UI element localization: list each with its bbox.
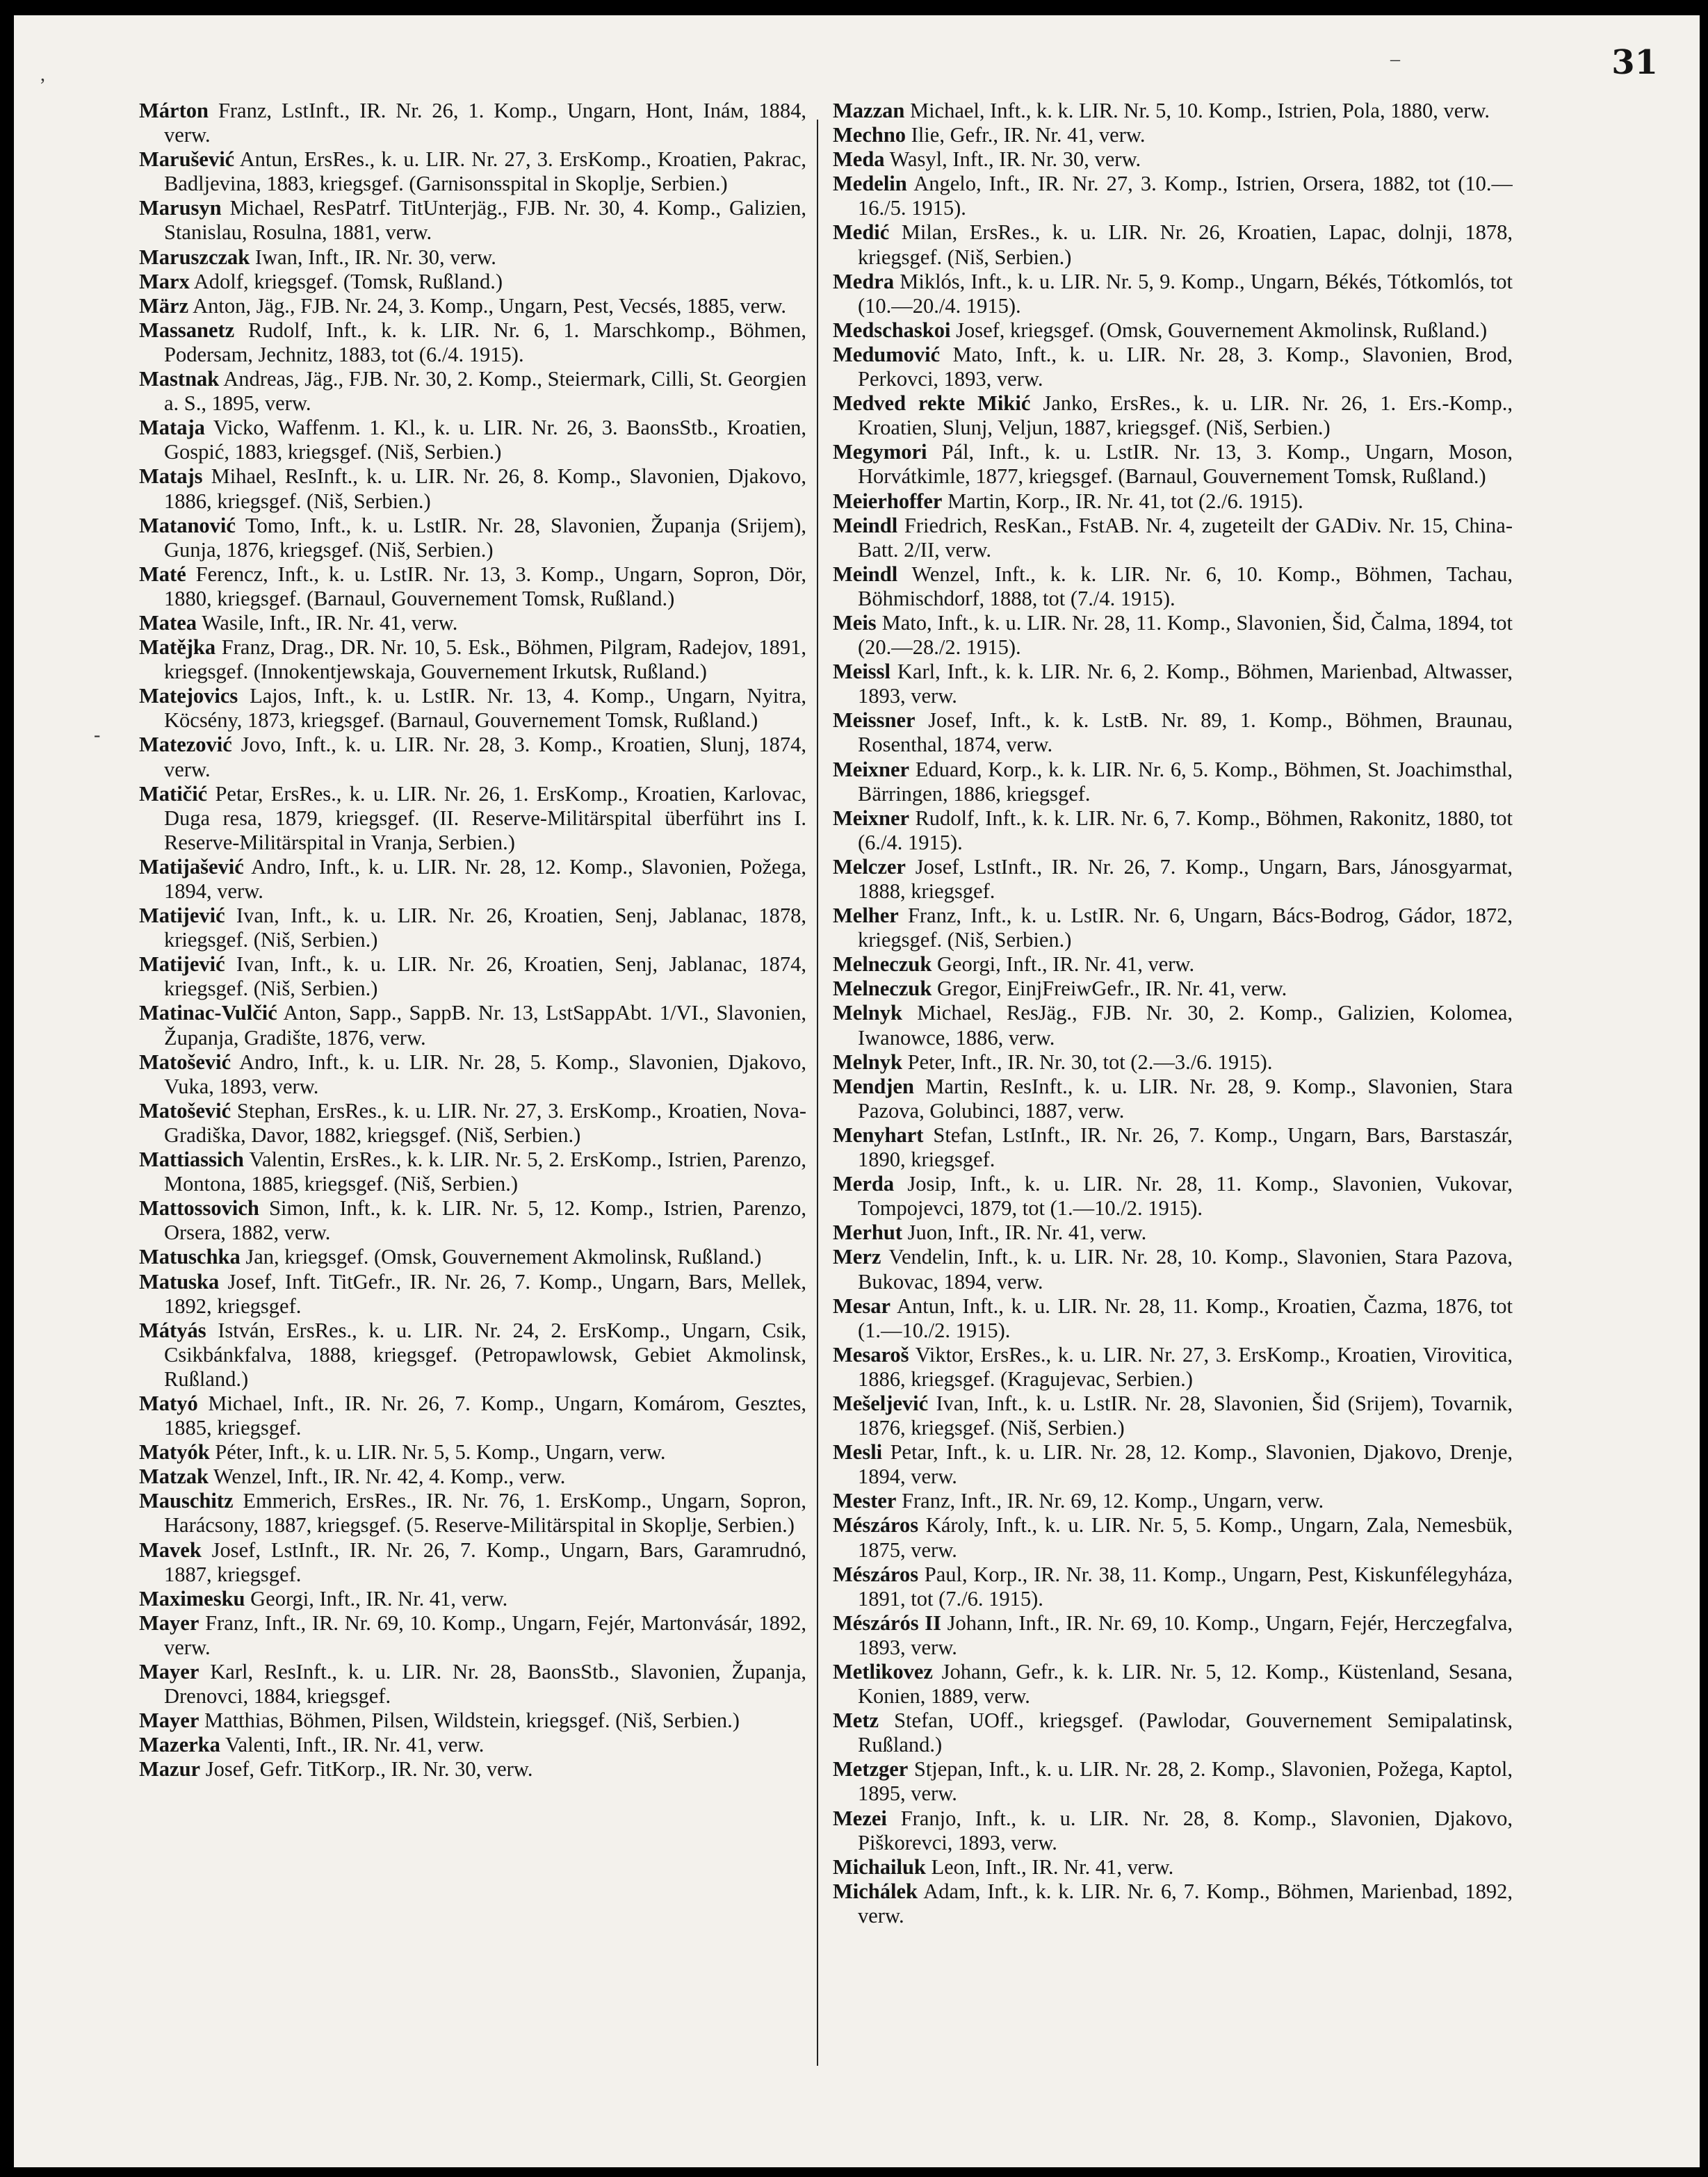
entry-surname: Maruszczak bbox=[139, 245, 250, 269]
entry-surname: Mesar bbox=[833, 1294, 890, 1318]
entry-surname: Matijević bbox=[139, 904, 225, 928]
entry-surname: Massanetz bbox=[139, 318, 235, 342]
entry-details: Andreas, Jäg., FJB. Nr. 30, 2. Komp., Steiermark, Cilli, St. Georgien a. S., 1895, verw. bbox=[164, 367, 806, 416]
entry-details: Adam, Inft., k. k. LIR. Nr. 6, 7. Komp., Böhmen, Marienbad, 1892, verw. bbox=[858, 1879, 1513, 1927]
register-entry bbox=[833, 489, 1513, 514]
entry-surname: Meierhoffer bbox=[833, 489, 943, 513]
entry-surname: Metz bbox=[833, 1709, 879, 1733]
entry-surname: Marx bbox=[139, 269, 190, 293]
register-entry bbox=[833, 1050, 1513, 1075]
register-entry bbox=[139, 318, 806, 367]
entry-surname: Mester bbox=[833, 1489, 897, 1513]
entry-details: Janko, ErsRes., k. u. LIR. Nr. 26, 1. Ers.-Komp., Kroatien, Slunj, Veljun, 1887, kriegsgef. (Niš, Serbien.) bbox=[858, 391, 1513, 440]
entry-details: Viktor, ErsRes., k. u. LIR. Nr. 27, 3. ErsKomp., Kroatien, Virovitica, 1886, kriegsgef. (Kragujevac, Serbien.) bbox=[858, 1342, 1513, 1391]
register-entry bbox=[139, 1660, 806, 1709]
entry-details: Martin, Korp., IR. Nr. 41, tot (2./6. 1915). bbox=[947, 489, 1303, 513]
entry-surname: Mauschitz bbox=[139, 1489, 234, 1513]
register-entry bbox=[139, 1757, 806, 1781]
register-entry bbox=[139, 196, 806, 245]
left-column bbox=[139, 99, 806, 2101]
entry-details: Mato, Inft., k. u. LIR. Nr. 28, 3. Komp., Slavonien, Brod, Perkovci, 1893, verw. bbox=[858, 342, 1513, 391]
entry-surname: Metzger bbox=[833, 1757, 909, 1781]
entry-details: Stephan, ErsRes., k. u. LIR. Nr. 27, 3. ErsKomp., Kroatien, Nova-Gradiška, Davor, 1882, kriegsgef. (Niš, Serbien.) bbox=[164, 1098, 806, 1147]
register-entry bbox=[139, 1270, 806, 1319]
register-entry bbox=[833, 562, 1513, 611]
entry-details: Franz, Inft., IR. Nr. 69, 10. Komp., Ungarn, Fejér, Martonvásár, 1892, verw. bbox=[164, 1611, 806, 1659]
entry-details: Paul, Korp., IR. Nr. 38, 11. Komp., Ungarn, Pest, Kiskunfélegyháza, 1891, tot (7./6. 1915). bbox=[858, 1562, 1513, 1611]
register-entry bbox=[833, 1660, 1513, 1709]
entry-details: Iwan, Inft., IR. Nr. 30, verw. bbox=[254, 245, 496, 269]
entry-details: Ferencz, Inft., k. u. LstIR. Nr. 13, 3. Komp., Ungarn, Sopron, Dör, 1880, kriegsgef. (Barnaul, Gouvernement Tomsk, Rußland.) bbox=[164, 562, 806, 610]
entry-surname: Marusyn bbox=[139, 196, 222, 220]
register-entry bbox=[833, 1513, 1513, 1562]
entry-surname: Merda bbox=[833, 1172, 895, 1196]
entry-details: Andro, Inft., k. u. LIR. Nr. 28, 5. Komp., Slavonien, Djakovo, Vuka, 1893, verw. bbox=[164, 1050, 806, 1098]
register-entry bbox=[833, 318, 1513, 343]
entry-details: Michael, Inft., IR. Nr. 26, 7. Komp., Ungarn, Komárom, Gesztes, 1885, kriegsgef. bbox=[164, 1391, 806, 1440]
entry-details: Ilie, Gefr., IR. Nr. 41, verw. bbox=[911, 123, 1146, 147]
entry-surname: Márton bbox=[139, 99, 209, 122]
page bbox=[14, 15, 1700, 2167]
entry-details: Matthias, Böhmen, Pilsen, Wildstein, kriegsgef. (Niš, Serbien.) bbox=[204, 1709, 740, 1733]
entry-surname: Medved rekte Mikić bbox=[833, 391, 1031, 416]
register-entry bbox=[139, 1538, 806, 1587]
register-entry bbox=[833, 1563, 1513, 1611]
entry-surname: Medelin bbox=[833, 172, 907, 196]
entry-surname: Meindl bbox=[833, 513, 898, 537]
register-entry bbox=[139, 367, 806, 416]
margin-mark: - bbox=[94, 724, 101, 746]
register-entry bbox=[833, 270, 1513, 318]
register-entry bbox=[833, 977, 1513, 1001]
entry-details: Johann, Gefr., k. k. LIR. Nr. 5, 12. Komp., Küstenland, Sesana, Konien, 1889, verw. bbox=[858, 1660, 1513, 1709]
register-entry bbox=[833, 806, 1513, 855]
register-entry bbox=[833, 1611, 1513, 1660]
entry-surname: Matyók bbox=[139, 1440, 210, 1465]
register-entry bbox=[833, 1489, 1513, 1513]
entry-surname: Matinac-Vulčić bbox=[139, 1001, 277, 1025]
entry-details: Martin, ResInft., k. u. LIR. Nr. 28, 9. Komp., Slavonien, Stara Pazova, Golubinci, 1887, verw. bbox=[858, 1074, 1513, 1123]
register-entry bbox=[139, 1392, 806, 1440]
entry-details: Stjepan, Inft., k. u. LIR. Nr. 28, 2. Komp., Slavonien, Požega, Kaptol, 1895, verw. bbox=[858, 1757, 1513, 1806]
entry-details: Ivan, Inft., k. u. LIR. Nr. 26, Kroatien, Senj, Jablanac, 1874, kriegsgef. (Niš, Serbien.) bbox=[164, 952, 806, 1001]
entry-surname: Melneczuk bbox=[833, 952, 932, 977]
entry-surname: Mayer bbox=[139, 1709, 200, 1733]
entry-surname: Mešeljević bbox=[833, 1391, 929, 1415]
register-entry bbox=[833, 343, 1513, 391]
register-entry bbox=[139, 952, 806, 1001]
entry-surname: Matičić bbox=[139, 781, 208, 806]
register-entry bbox=[833, 611, 1513, 660]
entry-details: Miklós, Inft., k. u. LIR. Nr. 5, 9. Komp., Ungarn, Békés, Tótkomlós, tot (10.—20./4. 1915). bbox=[858, 269, 1513, 318]
entry-details: Gregor, EinjFreiwGefr., IR. Nr. 41, verw. bbox=[936, 977, 1287, 1001]
entry-details: István, ErsRes., k. u. LIR. Nr. 24, 2. ErsKomp., Ungarn, Csik, Csikbánkfalva, 1888, kriegsgef. (Petropawlowsk, Gebiet Akmolinsk, Rußland.) bbox=[164, 1318, 806, 1391]
register-entry bbox=[833, 660, 1513, 708]
register-entry bbox=[139, 1319, 806, 1392]
entry-surname: Mavek bbox=[139, 1538, 202, 1562]
page-number: 31 bbox=[1611, 43, 1658, 82]
register-entry bbox=[139, 1196, 806, 1245]
entry-details: Anton, Sapp., SappB. Nr. 13, LstSappAbt. 1/VI., Slavonien, Županja, Gradište, 1876, verw. bbox=[164, 1001, 806, 1050]
entry-surname: Meindl bbox=[833, 562, 898, 586]
entry-surname: Matuska bbox=[139, 1269, 220, 1294]
entry-surname: Mattiassich bbox=[139, 1148, 244, 1172]
entry-details: Tomo, Inft., k. u. LstIR. Nr. 28, Slavonien, Županja (Srijem), Gunja, 1876, kriegsgef. (Niš, Serbien.) bbox=[164, 513, 806, 562]
entry-surname: Medić bbox=[833, 220, 890, 245]
register-entry bbox=[139, 1709, 806, 1733]
entry-surname: Merz bbox=[833, 1245, 881, 1269]
entry-surname: Meixner bbox=[833, 757, 910, 781]
entry-details: Wasyl, Inft., IR. Nr. 30, verw. bbox=[889, 147, 1141, 172]
entry-surname: Matajs bbox=[139, 464, 203, 489]
entry-details: Michael, Inft., k. k. LIR. Nr. 5, 10. Komp., Istrien, Pola, 1880, verw. bbox=[909, 99, 1490, 122]
entry-details: Mato, Inft., k. u. LIR. Nr. 28, 11. Komp., Slavonien, Šid, Čalma, 1894, tot (20.—28./2. 1915). bbox=[858, 610, 1513, 660]
entry-surname: Mastnak bbox=[139, 367, 220, 391]
entry-surname: Mesaroš bbox=[833, 1342, 909, 1367]
register-entry bbox=[139, 904, 806, 952]
entry-surname: Melnyk bbox=[833, 1001, 902, 1025]
register-entry bbox=[833, 758, 1513, 806]
entry-details: Georgi, Inft., IR. Nr. 41, verw. bbox=[936, 952, 1195, 977]
margin-mark: , bbox=[40, 64, 45, 85]
entry-surname: Meissner bbox=[833, 708, 916, 733]
register-entry bbox=[139, 270, 806, 294]
column-rule bbox=[817, 120, 818, 2066]
entry-surname: Matea bbox=[139, 610, 197, 635]
entry-surname: Mezei bbox=[833, 1806, 887, 1830]
entry-surname: Menyhart bbox=[833, 1123, 924, 1147]
entry-details: Karl, ResInft., k. u. LIR. Nr. 28, BaonsStb., Slavonien, Županja, Drenovci, 1884, kriegsgef. bbox=[164, 1660, 806, 1709]
entry-surname: Matošević bbox=[139, 1098, 231, 1123]
entry-surname: Maximesku bbox=[139, 1586, 245, 1611]
entry-details: Michael, ResJäg., FJB. Nr. 30, 2. Komp., Galizien, Kolomea, Iwanowce, 1886, verw. bbox=[858, 1001, 1513, 1050]
entry-surname: Meixner bbox=[833, 806, 910, 830]
entry-details: Ivan, Inft., k. u. LIR. Nr. 26, Kroatien, Senj, Jablanac, 1878, kriegsgef. (Niš, Serbien.) bbox=[164, 904, 806, 952]
entry-surname: Merhut bbox=[833, 1221, 902, 1245]
entry-surname: Matejovics bbox=[139, 684, 238, 708]
register-entry bbox=[833, 220, 1513, 269]
register-entry bbox=[139, 1587, 806, 1611]
register-entry bbox=[833, 952, 1513, 977]
entry-details: Franjo, Inft., k. u. LIR. Nr. 28, 8. Komp., Slavonien, Djakovo, Piškorevci, 1893, verw. bbox=[858, 1806, 1513, 1854]
entry-surname: März bbox=[139, 293, 189, 318]
entry-surname: Matezović bbox=[139, 733, 232, 757]
entry-surname: Mayer bbox=[139, 1660, 200, 1683]
register-entry bbox=[833, 904, 1513, 952]
entry-details: Anton, Jäg., FJB. Nr. 24, 3. Komp., Ungarn, Pest, Vecsés, 1885, verw. bbox=[193, 293, 787, 318]
entry-details: Pál, Inft., k. u. LstIR. Nr. 13, 3. Komp., Ungarn, Moson, Horvátkimle, 1877, kriegsgef. (Barnaul, Gouvernement Tomsk, Rußland.) bbox=[858, 440, 1513, 489]
entry-details: Josef, Inft., k. k. LstB. Nr. 89, 1. Komp., Böhmen, Braunau, Rosenthal, 1874, verw. bbox=[858, 708, 1513, 757]
entry-surname: Mészáros bbox=[833, 1562, 919, 1586]
entry-surname: Mészárós II bbox=[833, 1611, 942, 1635]
entry-details: Josef, LstInft., IR. Nr. 26, 7. Komp., Ungarn, Bars, Garamrudnó, 1887, kriegsgef. bbox=[164, 1538, 806, 1586]
entry-surname: Mesli bbox=[833, 1440, 883, 1465]
entry-details: Leon, Inft., IR. Nr. 41, verw. bbox=[931, 1854, 1174, 1879]
register-entry bbox=[139, 99, 806, 147]
register-entry bbox=[833, 1709, 1513, 1757]
entry-details: Antun, ErsRes., k. u. LIR. Nr. 27, 3. ErsKomp., Kroatien, Pakrac, Badljevina, 1883, kriegsgef. (Garnisonsspital in Skoplje, Serbien.) bbox=[164, 147, 806, 196]
entry-details: Valentin, ErsRes., k. k. LIR. Nr. 5, 2. ErsKomp., Istrien, Parenzo, Montona, 1885, kriegsgef. (Niš, Serbien.) bbox=[164, 1148, 806, 1196]
entry-surname: Meis bbox=[833, 610, 877, 635]
entry-details: Georgi, Inft., IR. Nr. 41, verw. bbox=[250, 1586, 508, 1611]
register-entry bbox=[833, 172, 1513, 220]
entry-surname: Michálek bbox=[833, 1879, 918, 1903]
register-entry bbox=[833, 1343, 1513, 1392]
register-entry bbox=[139, 1465, 806, 1489]
entry-details: Simon, Inft., k. k. LIR. Nr. 5, 12. Komp., Istrien, Parenzo, Orsera, 1882, verw. bbox=[164, 1196, 806, 1245]
entry-details: Petar, ErsRes., k. u. LIR. Nr. 26, 1. ErsKomp., Kroatien, Karlovac, Duga resa, 1879, kriegsgef. (II. Reserve-Militärspital überführt ins I. Reserve-Militärspital in Vranja, Serbien.) bbox=[164, 781, 806, 854]
entry-details: Josef, Gefr. TitKorp., IR. Nr. 30, verw. bbox=[205, 1757, 533, 1781]
entry-details: Jovo, Inft., k. u. LIR. Nr. 28, 3. Komp., Kroatien, Slunj, 1874, verw. bbox=[164, 733, 806, 781]
entry-details: Emmerich, ErsRes., IR. Nr. 76, 1. ErsKomp., Ungarn, Sopron, Harácsony, 1887, kriegsgef. (5. Reserve-Militärspital in Skoplje, Serbien.) bbox=[164, 1489, 806, 1538]
register-entry bbox=[833, 1392, 1513, 1440]
entry-surname: Melczer bbox=[833, 854, 906, 879]
entry-surname: Meissl bbox=[833, 660, 891, 684]
entry-details: Michael, ResPatrf. TitUnterjäg., FJB. Nr. 30, 4. Komp., Galizien, Stanislau, Rosulna, 1881, verw. bbox=[164, 196, 806, 245]
register-entry bbox=[139, 245, 806, 270]
entry-details: Péter, Inft., k. u. LIR. Nr. 5, 5. Komp., Ungarn, verw. bbox=[215, 1440, 666, 1465]
entry-details: Andro, Inft., k. u. LIR. Nr. 28, 12. Komp., Slavonien, Požega, 1894, verw. bbox=[164, 854, 806, 903]
register-entry bbox=[833, 708, 1513, 757]
entry-surname: Mechno bbox=[833, 123, 906, 147]
register-entry bbox=[139, 635, 806, 684]
entry-surname: Matanović bbox=[139, 513, 236, 537]
register-entry bbox=[139, 147, 806, 196]
register-entry bbox=[139, 733, 806, 781]
register-entry bbox=[139, 1489, 806, 1538]
entry-surname: Mayer bbox=[139, 1611, 200, 1635]
entry-surname: Melneczuk bbox=[833, 977, 932, 1001]
entry-details: Wenzel, Inft., IR. Nr. 42, 4. Komp., verw. bbox=[213, 1465, 566, 1489]
entry-surname: Mészáros bbox=[833, 1513, 919, 1538]
register-entry bbox=[833, 1757, 1513, 1806]
register-entry bbox=[833, 514, 1513, 562]
register-entry bbox=[139, 294, 806, 318]
entry-details: Mihael, ResInft., k. u. LIR. Nr. 26, 8. Komp., Slavonien, Djakovo, 1886, kriegsgef. (Niš, Serbien.) bbox=[164, 464, 806, 513]
entry-details: Jan, kriegsgef. (Omsk, Gouvernement Akmolinsk, Rußland.) bbox=[245, 1245, 762, 1269]
margin-mark: – bbox=[1390, 49, 1400, 70]
entry-details: Johann, Inft., IR. Nr. 69, 10. Komp., Ungarn, Fejér, Herczegfalva, 1893, verw. bbox=[858, 1611, 1513, 1659]
entry-surname: Matošević bbox=[139, 1050, 231, 1074]
register-entry bbox=[833, 391, 1513, 440]
register-entry bbox=[139, 514, 806, 562]
register-entry bbox=[139, 1099, 806, 1148]
entry-surname: Medumović bbox=[833, 342, 941, 366]
entry-surname: Mátyás bbox=[139, 1318, 206, 1342]
entry-details: Karl, Inft., k. k. LIR. Nr. 6, 2. Komp., Böhmen, Marienbad, Altwasser, 1893, verw. bbox=[858, 660, 1513, 708]
entry-surname: Matuschka bbox=[139, 1245, 241, 1269]
entry-details: Ivan, Inft., k. u. LstIR. Nr. 28, Slavonien, Šid (Srijem), Tovarnik, 1876, kriegsgef. (Niš, Serbien.) bbox=[858, 1391, 1513, 1440]
register-entry bbox=[139, 782, 806, 855]
register-entry bbox=[139, 1245, 806, 1269]
register-entry bbox=[139, 1733, 806, 1757]
register-entry bbox=[833, 147, 1513, 172]
register-entry bbox=[833, 1123, 1513, 1172]
entry-details: Rudolf, Inft., k. k. LIR. Nr. 6, 1. Marschkomp., Böhmen, Podersam, Jechnitz, 1883, tot (6./4. 1915). bbox=[164, 318, 806, 366]
entry-details: Vendelin, Inft., k. u. LIR. Nr. 28, 10. Komp., Slavonien, Stara Pazova, Bukovac, 1894, verw. bbox=[858, 1245, 1513, 1294]
register-entry bbox=[833, 1221, 1513, 1245]
entry-details: Vicko, Waffenm. 1. Kl., k. u. LIR. Nr. 26, 3. BaonsStb., Kroatien, Gospić, 1883, kriegsgef. (Niš, Serbien.) bbox=[164, 416, 806, 464]
register-entry bbox=[833, 1001, 1513, 1050]
entry-surname: Matijašević bbox=[139, 854, 244, 879]
entry-surname: Marušević bbox=[139, 147, 235, 172]
right-column bbox=[833, 99, 1513, 2101]
register-entry bbox=[833, 99, 1513, 123]
entry-details: Károly, Inft., k. u. LIR. Nr. 5, 5. Komp., Ungarn, Zala, Nemesbük, 1875, verw. bbox=[858, 1513, 1513, 1562]
entry-details: Franz, Inft., k. u. LstIR. Nr. 6, Ungarn, Bács-Bodrog, Gádor, 1872, kriegsgef. (Niš, Serbien.) bbox=[858, 904, 1513, 952]
entry-details: Franz, LstInft., IR. Nr. 26, 1. Komp., Ungarn, Hont, Ináм, 1884, verw. bbox=[164, 99, 806, 147]
register-entry bbox=[833, 1294, 1513, 1343]
entry-details: Friedrich, ResKan., FstAB. Nr. 4, zugeteilt der GADiv. Nr. 15, China-Batt. 2/II, verw. bbox=[858, 513, 1513, 562]
entry-surname: Michailuk bbox=[833, 1854, 926, 1879]
register-entry bbox=[833, 1245, 1513, 1294]
entry-surname: Medschaskoi bbox=[833, 318, 951, 342]
entry-details: Franz, Drag., DR. Nr. 10, 5. Esk., Böhmen, Pilgram, Radejov, 1891, kriegsgef. (Innokentjewskaja, Gouvernement Irkutsk, Rußland.) bbox=[164, 635, 806, 684]
entry-surname: Meda bbox=[833, 147, 885, 172]
register-entry bbox=[833, 1855, 1513, 1880]
entry-surname: Mazerka bbox=[139, 1733, 220, 1757]
entry-details: Stefan, LstInft., IR. Nr. 26, 7. Komp., Ungarn, Bars, Barstaszár, 1890, kriegsgef. bbox=[858, 1123, 1513, 1172]
register-entry bbox=[833, 1075, 1513, 1123]
entry-details: Stefan, UOff., kriegsgef. (Pawlodar, Gouvernement Semipalatinsk, Rußland.) bbox=[858, 1709, 1513, 1757]
register-entry bbox=[833, 1807, 1513, 1855]
entry-details: Wenzel, Inft., k. k. LIR. Nr. 6, 10. Komp., Böhmen, Tachau, Böhmischdorf, 1888, tot (7./4. 1915). bbox=[858, 562, 1513, 610]
entry-details: Lajos, Inft., k. u. LstIR. Nr. 13, 4. Komp., Ungarn, Nyitra, Köcsény, 1873, kriegsgef. (Barnaul, Gouvernement Tomsk, Rußland.) bbox=[164, 684, 806, 733]
register-entry bbox=[139, 684, 806, 733]
entry-surname: Mendjen bbox=[833, 1074, 914, 1098]
entry-surname: Matyó bbox=[139, 1391, 198, 1415]
entry-details: Eduard, Korp., k. k. LIR. Nr. 6, 5. Komp., Böhmen, St. Joachimsthal, Bärringen, 1886, kriegsgef. bbox=[858, 757, 1513, 806]
entry-surname: Mataja bbox=[139, 416, 205, 440]
register-entry bbox=[139, 1050, 806, 1099]
register-entry bbox=[139, 611, 806, 635]
entry-surname: Metlikovez bbox=[833, 1660, 933, 1683]
register-entry bbox=[139, 1440, 806, 1465]
entry-surname: Matějka bbox=[139, 635, 216, 660]
register-entry bbox=[139, 1148, 806, 1196]
entry-details: Valenti, Inft., IR. Nr. 41, verw. bbox=[225, 1733, 485, 1757]
entry-surname: Melher bbox=[833, 904, 899, 928]
entry-details: Josef, kriegsgef. (Omsk, Gouvernement Akmolinsk, Rußland.) bbox=[956, 318, 1488, 342]
register-entry bbox=[139, 1611, 806, 1660]
entry-surname: Mazzan bbox=[833, 99, 905, 122]
register-entry bbox=[833, 1440, 1513, 1489]
entry-surname: Matzak bbox=[139, 1465, 209, 1489]
entry-details: Wasile, Inft., IR. Nr. 41, verw. bbox=[202, 610, 458, 635]
entry-details: Juon, Inft., IR. Nr. 41, verw. bbox=[907, 1221, 1147, 1245]
register-entry bbox=[139, 464, 806, 513]
register-entry bbox=[833, 1880, 1513, 1928]
register-entry bbox=[139, 562, 806, 611]
entry-details: Josef, Inft. TitGefr., IR. Nr. 26, 7. Komp., Ungarn, Bars, Mellek, 1892, kriegsgef. bbox=[164, 1269, 806, 1318]
register-entry bbox=[833, 1172, 1513, 1221]
entry-surname: Mazur bbox=[139, 1757, 201, 1781]
register-entry bbox=[139, 1001, 806, 1050]
entry-details: Antun, Inft., k. u. LIR. Nr. 28, 11. Komp., Kroatien, Čazma, 1876, tot (1.—10./2. 1915). bbox=[858, 1294, 1513, 1342]
entry-details: Franz, Inft., IR. Nr. 69, 12. Komp., Ungarn, verw. bbox=[902, 1489, 1324, 1513]
entry-surname: Medra bbox=[833, 269, 895, 293]
entry-details: Peter, Inft., IR. Nr. 30, tot (2.—3./6. 1915). bbox=[907, 1050, 1273, 1074]
register-entry bbox=[139, 416, 806, 464]
entry-details: Rudolf, Inft., k. k. LIR. Nr. 6, 7. Komp., Böhmen, Rakonitz, 1880, tot (6./4. 1915). bbox=[858, 806, 1513, 854]
entry-surname: Matijević bbox=[139, 952, 225, 977]
entry-surname: Mattossovich bbox=[139, 1196, 259, 1221]
register-entry bbox=[139, 855, 806, 904]
register-entry bbox=[833, 123, 1513, 147]
entry-details: Petar, Inft., k. u. LIR. Nr. 28, 12. Komp., Slavonien, Djakovo, Drenje, 1894, verw. bbox=[858, 1440, 1513, 1489]
entry-details: Angelo, Inft., IR. Nr. 27, 3. Komp., Istrien, Orsera, 1882, tot (10.—16./5. 1915). bbox=[858, 172, 1513, 220]
entry-details: Adolf, kriegsgef. (Tomsk, Rußland.) bbox=[193, 269, 503, 293]
entry-details: Milan, ErsRes., k. u. LIR. Nr. 26, Kroatien, Lapac, dolnji, 1878, kriegsgef. (Niš, Serbien.) bbox=[858, 220, 1513, 269]
entry-surname: Maté bbox=[139, 562, 186, 586]
register-entry bbox=[833, 440, 1513, 489]
entry-details: Josef, LstInft., IR. Nr. 26, 7. Komp., Ungarn, Bars, Jánosgyarmat, 1888, kriegsgef. bbox=[858, 854, 1513, 903]
register-entry bbox=[833, 855, 1513, 904]
entry-surname: Melnyk bbox=[833, 1050, 902, 1074]
entry-surname: Megymori bbox=[833, 440, 927, 464]
entry-details: Josip, Inft., k. u. LIR. Nr. 28, 11. Komp., Slavonien, Vukovar, Tompojevci, 1879, tot (1.—10./2. 1915). bbox=[858, 1172, 1513, 1221]
